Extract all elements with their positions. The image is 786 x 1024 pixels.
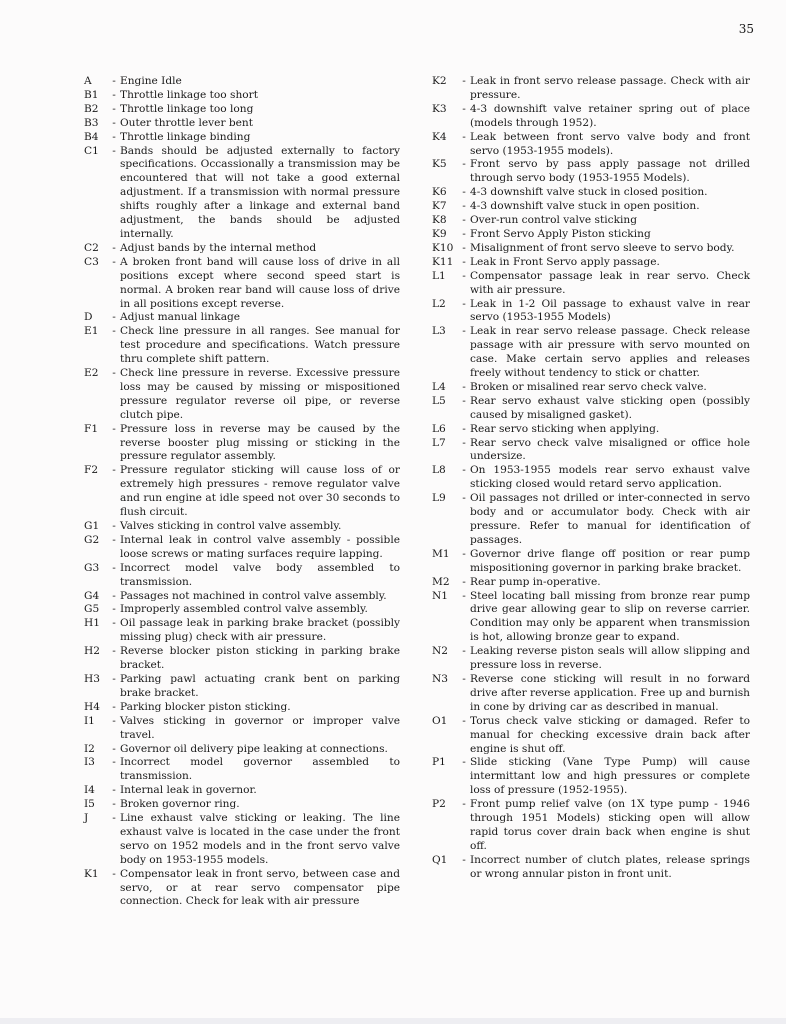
troubleshooting-entry	[84, 367, 400, 423]
entry-dash: -	[112, 798, 116, 811]
entry-description: Parking blocker piston sticking.	[120, 700, 291, 713]
troubleshooting-entry	[84, 562, 400, 590]
entry-code: D	[84, 311, 93, 324]
entry-dash: -	[112, 645, 116, 658]
troubleshooting-entry	[432, 590, 750, 646]
entry-code: H2	[84, 645, 100, 658]
entry-description: Throttle linkage binding	[120, 130, 251, 143]
troubleshooting-entry	[84, 673, 400, 701]
troubleshooting-entry	[84, 701, 400, 715]
entry-code: I5	[84, 798, 95, 811]
entry-description: Check line pressure in reverse. Excessive pressure loss may be caused by missing or mispositioned pressure regulator reverse oil pipe, or reverse clutch pipe.	[120, 367, 400, 421]
entry-description: Misalignment of front servo sleeve to servo body.	[470, 241, 735, 254]
troubleshooting-entry	[84, 131, 400, 145]
troubleshooting-entry	[432, 131, 750, 159]
entry-code: B3	[84, 116, 99, 129]
entry-dash: -	[462, 575, 466, 588]
troubleshooting-entry	[84, 145, 400, 242]
entry-code: M1	[432, 547, 450, 560]
entry-code: I1	[84, 714, 95, 727]
entry-dash: -	[462, 255, 466, 268]
troubleshooting-entry	[84, 520, 400, 534]
troubleshooting-entry	[84, 117, 400, 131]
entry-dash: -	[112, 130, 116, 143]
entry-dash: -	[112, 700, 116, 713]
entry-dash: -	[112, 812, 116, 825]
entry-code: H3	[84, 672, 100, 685]
entry-code: P2	[432, 798, 446, 811]
entry-description: Leak between front servo valve body and front servo (1953-1955 models).	[470, 130, 750, 157]
entry-dash: -	[112, 102, 116, 115]
entry-description: Compensator passage leak in rear servo. Check with air pressure.	[470, 269, 750, 296]
troubleshooting-entry	[84, 534, 400, 562]
entry-description: Reverse blocker piston sticking in parking brake bracket.	[120, 645, 400, 672]
entry-code: K10	[432, 241, 454, 254]
entry-code: B4	[84, 130, 99, 143]
troubleshooting-entry	[432, 464, 750, 492]
entry-dash: -	[112, 714, 116, 727]
entry-description: Over-run control valve sticking	[470, 214, 637, 227]
entry-dash: -	[462, 798, 466, 811]
troubleshooting-entry	[84, 89, 400, 103]
entry-dash: -	[462, 756, 466, 769]
entry-dash: -	[112, 367, 116, 380]
troubleshooting-entry	[84, 812, 400, 868]
entry-dash: -	[112, 589, 116, 602]
entry-description: Rear servo check valve misaligned or office hole undersize.	[470, 436, 750, 463]
entry-code: E1	[84, 325, 99, 338]
troubleshooting-entry	[432, 325, 750, 381]
entry-description: Governor drive flange off position or rear pump mispositioning governor in parking brake bracket.	[470, 547, 750, 574]
entry-dash: -	[112, 116, 116, 129]
entry-description: Governor oil delivery pipe leaking at connections.	[120, 742, 388, 755]
entry-dash: -	[112, 742, 116, 755]
troubleshooting-entry	[432, 492, 750, 548]
entry-dash: -	[462, 297, 466, 310]
entry-code: J	[84, 812, 89, 825]
page-number: 35	[738, 22, 754, 36]
troubleshooting-entry	[432, 242, 750, 256]
entry-code: K9	[432, 227, 447, 240]
entry-code: C2	[84, 241, 99, 254]
entry-code: G2	[84, 533, 100, 546]
entry-description: Incorrect model governor assembled to transmission.	[120, 756, 400, 783]
entry-code: K6	[432, 186, 447, 199]
entry-dash: -	[462, 158, 466, 171]
entry-code: O1	[432, 714, 448, 727]
entry-description: Valves sticking in control valve assembly.	[120, 520, 342, 532]
entry-description: Pressure regulator sticking will cause loss of or extremely high pressures - remove regulator valve and run engine at idle speed not over 30 seconds to flush circuit.	[120, 464, 400, 519]
troubleshooting-entry	[84, 464, 400, 520]
entry-description: Front servo by pass apply passage not drilled through servo body (1953-1955 Models).	[470, 158, 750, 185]
troubleshooting-entry	[432, 270, 750, 298]
entry-dash: -	[462, 214, 466, 227]
entry-code: Q1	[432, 853, 448, 866]
entry-description: Bands should be adjusted externally to factory specifications. Occassionally a transmission may be encountered that will not take a good external adjustment. If a transmission with normal pressure shifts roughly after a linkage and external band adjustment, the bands should be adjusted internally.	[120, 144, 400, 240]
entry-dash: -	[112, 867, 116, 880]
troubleshooting-entry	[84, 590, 400, 604]
entry-description: Check line pressure in all ranges. See manual for test procedure and specifications. Watch pressure thru complete shift pattern.	[120, 325, 400, 366]
troubleshooting-entry	[432, 214, 750, 228]
entry-code: G1	[84, 520, 100, 532]
entry-dash: -	[462, 200, 466, 213]
entry-dash: -	[112, 520, 116, 532]
entry-description: Incorrect number of clutch plates, release springs or wrong annular piston in front unit.	[470, 853, 750, 880]
entry-code: K5	[432, 158, 447, 171]
entry-code: G5	[84, 603, 100, 616]
entry-code: K2	[432, 75, 447, 87]
entry-dash: -	[462, 422, 466, 435]
troubleshooting-entry	[84, 423, 400, 465]
entry-code: L1	[432, 269, 446, 282]
entry-description: Internal leak in governor.	[120, 784, 257, 797]
troubleshooting-entry	[432, 103, 750, 131]
entry-dash: -	[462, 492, 466, 505]
entry-dash: -	[112, 144, 116, 157]
troubleshooting-entry	[432, 381, 750, 395]
entry-code: I3	[84, 756, 95, 769]
entry-description: Leak in front servo release passage. Check with air pressure.	[470, 75, 750, 101]
entry-code: K3	[432, 102, 447, 115]
troubleshooting-entry	[432, 673, 750, 715]
entry-description: Adjust bands by the internal method	[120, 241, 317, 254]
entry-dash: -	[462, 325, 466, 338]
entry-description: Leak in rear servo release passage. Check release passage with air pressure with servo mounted on case. Make certain servo applies and releases freely without tendency to stick or chatter.	[470, 325, 750, 380]
entry-description: Passages not machined in control valve assembly.	[120, 589, 387, 602]
entry-code: G3	[84, 561, 100, 574]
troubleshooting-entry	[84, 645, 400, 673]
entry-code: H1	[84, 617, 100, 630]
entry-code: G4	[84, 589, 100, 602]
troubleshooting-entry	[432, 548, 750, 576]
entry-code: P1	[432, 756, 446, 769]
entry-description: Throttle linkage too long	[120, 102, 254, 115]
troubleshooting-entry	[432, 798, 750, 854]
entry-description: A broken front band will cause loss of drive in all positions except where second speed start is normal. A broken rear band will cause loss of drive in all positions except reverse.	[120, 255, 400, 310]
entry-dash: -	[462, 269, 466, 282]
entry-code: N3	[432, 672, 449, 685]
troubleshooting-entry	[432, 158, 750, 186]
entry-code: I4	[84, 784, 95, 797]
troubleshooting-entry	[432, 200, 750, 214]
entry-description: Rear servo exhaust valve sticking open (possibly caused by misaligned gasket).	[470, 394, 750, 421]
troubleshooting-entry	[432, 298, 750, 326]
entry-dash: -	[112, 241, 116, 254]
entry-description: 4-3 downshift valve retainer spring out of place (models through 1952).	[470, 102, 750, 129]
entry-code: L7	[432, 436, 446, 449]
entry-code: B2	[84, 102, 99, 115]
troubleshooting-entry	[84, 743, 400, 757]
entry-description: Compensator leak in front servo, between case and servo, or at rear servo compensator pipe connection. Check for leak with air pressure	[120, 867, 400, 908]
left-column	[84, 75, 400, 909]
entry-description: Front pump relief valve (on 1X type pump - 1946 through 1951 Models) sticking open will allow rapid torus cover drain back when engine is shut off.	[470, 798, 750, 852]
entry-dash: -	[462, 130, 466, 143]
entry-description: Rear servo sticking when applying.	[470, 422, 660, 435]
troubleshooting-entry	[432, 186, 750, 200]
troubleshooting-entry	[84, 784, 400, 798]
entry-description: Pressure loss in reverse may be caused by the reverse booster plug missing or sticking in the pressure regulator assembly.	[120, 422, 400, 463]
entry-dash: -	[112, 422, 116, 435]
entry-code: B1	[84, 88, 99, 101]
entry-dash: -	[112, 756, 116, 769]
entry-description: Leak in Front Servo apply passage.	[470, 255, 660, 268]
troubleshooting-entry	[84, 242, 400, 256]
entry-dash: -	[462, 380, 466, 393]
entry-description: Throttle linkage too short	[120, 88, 258, 101]
entry-dash: -	[112, 533, 116, 546]
entry-description: Parking pawl actuating crank bent on parking brake bracket.	[120, 672, 400, 699]
entry-dash: -	[112, 784, 116, 797]
entry-dash: -	[462, 102, 466, 115]
troubleshooting-entry	[432, 645, 750, 673]
entry-code: C1	[84, 144, 99, 157]
entry-description: Reverse cone sticking will result in no forward drive after reverse application. Free up and burnish in cone by driving car as described in manual.	[470, 672, 750, 713]
troubleshooting-entry	[432, 228, 750, 242]
entry-dash: -	[462, 645, 466, 658]
entry-code: L6	[432, 422, 446, 435]
entry-code: L4	[432, 380, 446, 393]
page-bottom-edge	[0, 1018, 786, 1024]
entry-dash: -	[462, 714, 466, 727]
entry-description: Rear pump in-operative.	[470, 575, 601, 588]
entry-dash: -	[112, 325, 116, 338]
troubleshooting-entry	[432, 715, 750, 757]
entry-description: Slide sticking (Vane Type Pump) will cause intermittant low and high pressures or complete loss of pressure (1952-1955).	[470, 756, 750, 797]
entry-dash: -	[462, 589, 466, 602]
troubleshooting-entry	[432, 423, 750, 437]
entry-description: 4-3 downshift valve stuck in open position.	[470, 200, 700, 213]
entry-dash: -	[462, 186, 466, 199]
troubleshooting-entry	[432, 756, 750, 798]
entry-dash: -	[462, 394, 466, 407]
troubleshooting-entry	[84, 715, 400, 743]
entry-description: Leak in 1-2 Oil passage to exhaust valve in rear servo (1953-1955 Models)	[470, 297, 750, 324]
entry-code: M2	[432, 575, 450, 588]
entry-description: Improperly assembled control valve assembly.	[120, 603, 368, 616]
entry-description: Front Servo Apply Piston sticking	[470, 227, 651, 240]
entry-dash: -	[112, 603, 116, 616]
troubleshooting-entry	[84, 256, 400, 312]
troubleshooting-entry	[432, 854, 750, 882]
troubleshooting-entry	[84, 617, 400, 645]
entry-dash: -	[112, 464, 116, 477]
entry-code: C3	[84, 255, 99, 268]
entry-code: E2	[84, 367, 99, 380]
entry-dash: -	[462, 853, 466, 866]
entry-description: Engine Idle	[120, 75, 182, 87]
entry-description: Oil passages not drilled or inter-connected in servo body and or accumulator body. Check with air pressure. Refer to manual for identification of passages.	[470, 492, 750, 546]
entry-code: H4	[84, 700, 100, 713]
entry-code: K11	[432, 255, 454, 268]
troubleshooting-entry	[432, 395, 750, 423]
entry-dash: -	[462, 464, 466, 477]
entry-description: Outer throttle lever bent	[120, 116, 254, 129]
troubleshooting-entry	[84, 603, 400, 617]
entry-description: Incorrect model valve body assembled to transmission.	[120, 561, 400, 588]
entry-description: On 1953-1955 models rear servo exhaust valve sticking closed would retard servo application.	[470, 464, 750, 491]
entry-dash: -	[112, 561, 116, 574]
troubleshooting-entry	[84, 103, 400, 117]
entry-dash: -	[112, 672, 116, 685]
entry-code: K8	[432, 214, 447, 227]
entry-dash: -	[462, 227, 466, 240]
troubleshooting-entry	[432, 576, 750, 590]
troubleshooting-entry	[432, 437, 750, 465]
entry-dash: -	[112, 617, 116, 630]
entry-dash: -	[462, 241, 466, 254]
entry-dash: -	[462, 75, 466, 87]
entry-dash: -	[112, 311, 116, 324]
troubleshooting-entry	[84, 75, 400, 89]
entry-code: A	[84, 75, 92, 87]
troubleshooting-entry	[84, 798, 400, 812]
entry-code: N2	[432, 645, 449, 658]
entry-description: 4-3 downshift valve stuck in closed position.	[470, 186, 708, 199]
entry-description: Steel locating ball missing from bronze rear pump drive gear allowing gear to slip on reverse carrier. Condition may only be apparent when transmission is hot, allowing bronze gear to expand.	[470, 589, 750, 644]
entry-code: F1	[84, 422, 99, 435]
entry-code: L8	[432, 464, 446, 477]
entry-description: Broken governor ring.	[120, 798, 240, 811]
right-column	[432, 75, 750, 882]
entry-code: K4	[432, 130, 447, 143]
entry-description: Torus check valve sticking or damaged. Refer to manual for checking excessive drain back after engine is shut off.	[470, 714, 750, 755]
entry-description: Leaking reverse piston seals will allow slipping and pressure loss in reverse.	[470, 645, 750, 672]
entry-dash: -	[462, 672, 466, 685]
troubleshooting-entry	[84, 756, 400, 784]
entry-code: K1	[84, 867, 99, 880]
entry-description: Broken or misalined rear servo check valve.	[470, 380, 707, 393]
entry-code: F2	[84, 464, 99, 477]
entry-dash: -	[112, 88, 116, 101]
entry-description: Adjust manual linkage	[120, 311, 241, 324]
entry-description: Line exhaust valve sticking or leaking. The line exhaust valve is located in the case under the front servo on 1952 models and in the front servo valve body on 1953-1955 models.	[120, 812, 400, 866]
entry-code: L3	[432, 325, 446, 338]
troubleshooting-entry	[84, 311, 400, 325]
entry-dash: -	[462, 547, 466, 560]
troubleshooting-entry	[432, 75, 750, 103]
entry-code: K7	[432, 200, 447, 213]
entry-code: N1	[432, 589, 449, 602]
entry-code: L2	[432, 297, 446, 310]
entry-code: L5	[432, 394, 446, 407]
entry-code: I2	[84, 742, 95, 755]
entry-dash: -	[462, 436, 466, 449]
troubleshooting-entry	[84, 868, 400, 910]
entry-description: Oil passage leak in parking brake bracket (possibly missing plug) check with air pressure.	[120, 617, 400, 644]
troubleshooting-entry	[432, 256, 750, 270]
entry-description: Valves sticking in governor or improper valve travel.	[120, 714, 400, 741]
entry-dash: -	[112, 75, 116, 87]
entry-code: L9	[432, 492, 446, 505]
entry-dash: -	[112, 255, 116, 268]
troubleshooting-entry	[84, 325, 400, 367]
entry-description: Internal leak in control valve assembly - possible loose screws or mating surfaces require lapping.	[120, 533, 400, 560]
